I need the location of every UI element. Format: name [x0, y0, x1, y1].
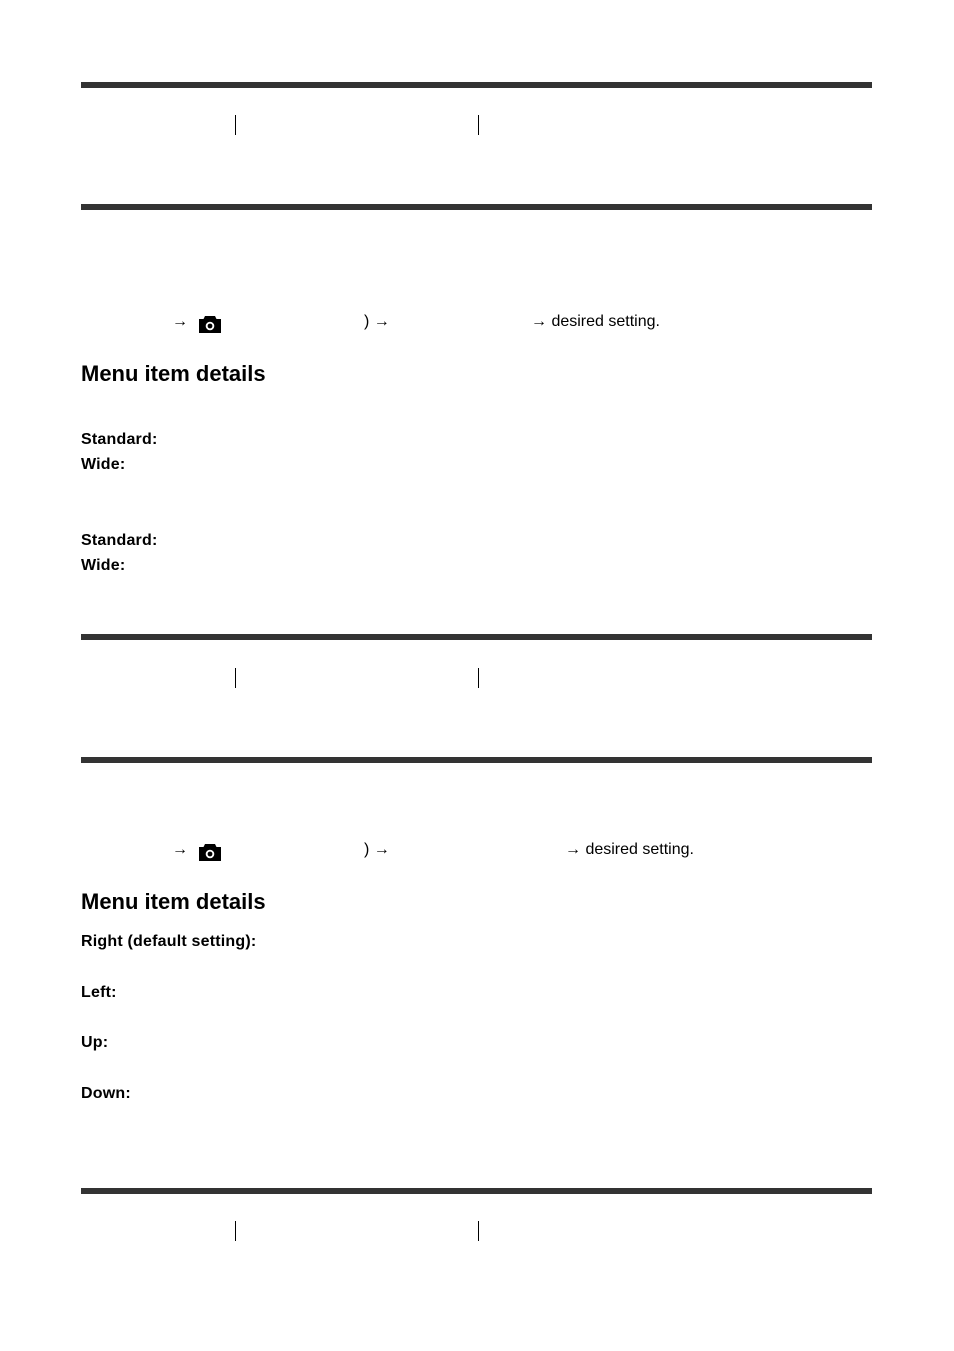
breadcrumb-separator	[478, 115, 479, 135]
section-rule	[81, 634, 872, 640]
title-rule	[81, 757, 872, 763]
menu-item-standard: Standard:	[81, 431, 158, 448]
menu-item-right: Right (default setting):	[81, 933, 257, 950]
menu-item-down: Down:	[81, 1085, 131, 1102]
menu-item-details-heading: Menu item details	[81, 361, 266, 386]
title-rule	[81, 204, 872, 210]
menu-item-standard: Standard:	[81, 532, 158, 549]
menu-arrow: ) →	[364, 313, 390, 330]
camera-icon	[198, 842, 222, 862]
menu-arrow: ) →	[364, 841, 390, 858]
instruction-suffix: → desired setting.	[531, 313, 660, 330]
breadcrumb-separator	[478, 1221, 479, 1241]
section-rule	[81, 1188, 872, 1194]
menu-arrow: →	[172, 841, 188, 858]
menu-item-up: Up:	[81, 1034, 109, 1051]
instruction-suffix: → desired setting.	[565, 841, 694, 858]
menu-item-wide: Wide:	[81, 456, 126, 473]
breadcrumb-separator	[478, 668, 479, 688]
breadcrumb-separator	[235, 115, 236, 135]
camera-icon	[198, 314, 222, 334]
menu-item-details-heading: Menu item details	[81, 889, 266, 914]
menu-arrow: →	[172, 313, 188, 330]
breadcrumb-separator	[235, 1221, 236, 1241]
menu-item-wide: Wide:	[81, 557, 126, 574]
breadcrumb-separator	[235, 668, 236, 688]
section-rule	[81, 82, 872, 88]
menu-item-left: Left:	[81, 984, 117, 1001]
